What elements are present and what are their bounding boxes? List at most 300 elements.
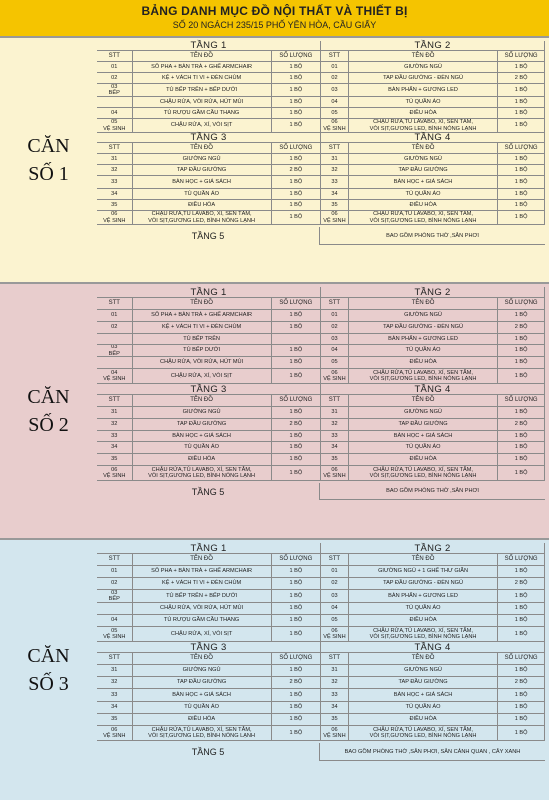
floor-title-row	[97, 287, 545, 298]
column-header-stt: STT	[97, 395, 133, 407]
table-row-half	[97, 466, 321, 481]
column-header-qty: SỐ LƯỢNG	[272, 554, 321, 566]
row-stt: 35	[321, 454, 349, 466]
row-quantity: 1 BỘ	[272, 578, 321, 590]
floor-title: TẦNG 1	[97, 543, 321, 554]
table-row-half	[321, 357, 545, 369]
row-quantity: 1 BỘ	[272, 615, 321, 627]
table-row	[97, 578, 545, 590]
table-row-half	[97, 689, 321, 702]
row-stt: 33	[321, 431, 349, 442]
table-row-half	[97, 334, 321, 345]
row-quantity: 1 BỘ	[498, 442, 545, 454]
floor-5-row	[97, 483, 545, 500]
column-header-qty: SỐ LƯỢNG	[272, 298, 321, 310]
column-header-row	[97, 51, 545, 62]
column-header-row	[97, 298, 545, 310]
table-row	[97, 442, 545, 454]
row-stt: 03	[321, 84, 349, 97]
row-quantity: 1 BỘ	[272, 369, 321, 384]
row-stt: 34	[321, 702, 349, 714]
table-row-half	[97, 442, 321, 454]
row-item-name: TAP ĐẦU GIƯỜNG	[133, 677, 272, 689]
apartment-section	[0, 36, 549, 282]
row-item-name: TỦ BẾP TRÊN	[133, 334, 272, 345]
column-header-item: TÊN ĐỒ	[349, 554, 498, 566]
row-stt	[97, 334, 133, 345]
column-header-stt: STT	[321, 143, 349, 154]
row-item-name: TAP ĐẦU GIƯỜNG	[133, 419, 272, 431]
page-address: SỐ 20 NGÁCH 235/15 PHỐ YÊN HÒA, CẦU GIẤY	[172, 20, 377, 30]
table-row-half	[321, 566, 545, 578]
row-quantity: 2 BỘ	[272, 165, 321, 176]
table-row-half	[97, 62, 321, 73]
table-row	[97, 176, 545, 189]
row-item-name: TAP ĐẦU GIƯỜNG	[133, 165, 272, 176]
row-quantity: 1 BỘ	[498, 603, 545, 615]
row-quantity: 1 BỘ	[498, 200, 545, 211]
table-row-half	[321, 677, 545, 689]
row-item-name: CHẬU RỬA,TỦ LAVABO, XÍ, SEN TẮM, VÒI SỊT,GƯƠNG LED, BÌNH NÓNG LẠNH	[349, 466, 498, 481]
row-stt: 31	[321, 154, 349, 165]
table-row	[97, 62, 545, 73]
table-row-half	[321, 578, 545, 590]
table-row-half	[321, 454, 545, 466]
column-header-stt: STT	[97, 298, 133, 310]
table-row-half	[97, 578, 321, 590]
column-header-stt: STT	[97, 51, 133, 62]
table-row	[97, 466, 545, 481]
row-quantity: 1 BỘ	[498, 590, 545, 603]
table-row-half	[321, 165, 545, 176]
row-quantity: 1 BỘ	[498, 726, 545, 741]
table-row	[97, 615, 545, 627]
column-header-stt: STT	[97, 554, 133, 566]
row-item-name: ĐIỀU HÒA	[133, 454, 272, 466]
row-stt: 04	[321, 97, 349, 108]
row-item-name: BÀN HỌC + GIÁ SÁCH	[349, 689, 498, 702]
row-item-name: BÀN PHẤN + GƯƠNG LED	[349, 590, 498, 603]
apartment-tables	[97, 38, 549, 282]
table-row	[97, 108, 545, 119]
floor-5-note: BAO GỒM PHÒNG THỜ ,SÂN PHƠI	[320, 483, 545, 500]
column-header-row	[97, 554, 545, 566]
row-quantity: 1 BỘ	[272, 566, 321, 578]
table-row-half	[321, 603, 545, 615]
table-row-half	[321, 334, 545, 345]
row-item-name: TỦ QUẦN ÁO	[133, 189, 272, 200]
column-header-item: TÊN ĐỒ	[349, 653, 498, 665]
table-row-half	[97, 176, 321, 189]
table-row	[97, 407, 545, 419]
table-row-half	[321, 665, 545, 677]
column-header-qty: SỐ LƯỢNG	[498, 395, 545, 407]
row-stt: 04	[321, 345, 349, 357]
table-row-half	[97, 154, 321, 165]
row-item-name: CHẬU RỬA,TỦ LAVABO, XÍ, SEN TẮM, VÒI SỊT,GƯƠNG LED, BÌNH NÓNG LẠNH	[349, 211, 498, 225]
row-stt: 34	[97, 442, 133, 454]
table-row	[97, 431, 545, 442]
row-quantity: 1 BỘ	[498, 702, 545, 714]
floor-5-note: BAO GỒM PHÒNG THỜ ,SÂN PHƠI, SÂN CẢNH QUAN , CÂY XANH	[320, 743, 545, 761]
column-headers	[321, 298, 545, 310]
table-row-half	[97, 407, 321, 419]
row-quantity: 1 BỘ	[498, 566, 545, 578]
row-stt: 03	[321, 334, 349, 345]
table-row-half	[321, 97, 545, 108]
row-stt: 06 VỆ SINH	[321, 726, 349, 741]
floor-half	[97, 133, 321, 143]
column-header-qty: SỐ LƯỢNG	[272, 143, 321, 154]
column-header-item: TÊN ĐỒ	[133, 51, 272, 62]
row-item-name: GIƯỜNG NGỦ	[349, 154, 498, 165]
row-stt: 34	[321, 189, 349, 200]
row-item-name: KỆ + VÁCH TI VI + ĐÈN CHÙM	[133, 322, 272, 334]
row-stt	[97, 357, 133, 369]
floor-title-row	[97, 133, 545, 143]
row-quantity: 1 BỘ	[272, 714, 321, 726]
row-stt	[97, 603, 133, 615]
row-item-name: CHẬU RỬA,TỦ LAVABO, XÍ, SEN TẮM, VÒI SỊT,GƯƠNG LED, BÌNH NÓNG LẠNH	[133, 726, 272, 741]
column-header-qty: SỐ LƯỢNG	[498, 298, 545, 310]
floor-title: TẦNG 1	[97, 41, 321, 51]
table-row	[97, 154, 545, 165]
column-header-item: TÊN ĐỒ	[349, 51, 498, 62]
table-row-half	[97, 726, 321, 741]
row-stt: 32	[97, 419, 133, 431]
column-header-item: TÊN ĐỒ	[133, 554, 272, 566]
table-row	[97, 310, 545, 322]
row-item-name: TAP ĐẦU GIƯỜNG - ĐÈN NGỦ	[349, 322, 498, 334]
row-stt: 35	[97, 200, 133, 211]
floor-5-row	[97, 743, 545, 761]
row-stt: 31	[321, 407, 349, 419]
row-quantity: 1 BỘ	[272, 454, 321, 466]
row-quantity: 1 BỘ	[498, 466, 545, 481]
column-header-item: TÊN ĐỒ	[349, 395, 498, 407]
row-item-name: TAP ĐẦU GIƯỜNG - ĐÈN NGỦ	[349, 578, 498, 590]
row-item-name: ĐIỀU HÒA	[349, 200, 498, 211]
floor-title-row	[97, 384, 545, 395]
table-row	[97, 345, 545, 357]
row-quantity: 1 BỘ	[498, 119, 545, 133]
row-stt: 06 VỆ SINH	[97, 726, 133, 741]
row-quantity: 1 BỘ	[498, 714, 545, 726]
row-stt: 01	[321, 566, 349, 578]
table-row-half	[97, 454, 321, 466]
table-row	[97, 369, 545, 384]
row-stt: 33	[97, 431, 133, 442]
row-stt: 04	[97, 615, 133, 627]
floor-5-title: TẦNG 5	[97, 483, 320, 500]
table-row	[97, 603, 545, 615]
row-quantity: 1 BỘ	[498, 97, 545, 108]
table-row-half	[97, 165, 321, 176]
row-quantity: 1 BỘ	[498, 689, 545, 702]
row-stt: 02	[321, 578, 349, 590]
floor-half	[321, 543, 545, 554]
row-quantity: 1 BỘ	[498, 84, 545, 97]
row-stt: 35	[97, 714, 133, 726]
row-stt: 31	[97, 665, 133, 677]
row-quantity: 1 BỘ	[272, 357, 321, 369]
column-header-qty: SỐ LƯỢNG	[498, 554, 545, 566]
row-item-name: TỦ BẾP TRÊN + BẾP DƯỚI	[133, 590, 272, 603]
table-row	[97, 119, 545, 133]
row-item-name: GIƯỜNG NGỦ + 1 GHẾ THƯ GIÃN	[349, 566, 498, 578]
column-header-qty: SỐ LƯỢNG	[498, 143, 545, 154]
floor-5-note: BAO GỒM PHÒNG THỜ ,SÂN PHƠI	[320, 227, 545, 245]
row-item-name: TỦ QUẦN ÁO	[349, 345, 498, 357]
table-row-half	[321, 73, 545, 84]
row-stt: 35	[321, 200, 349, 211]
table-row	[97, 189, 545, 200]
floor-title: TẦNG 3	[97, 642, 321, 653]
row-quantity: 2 BỘ	[498, 677, 545, 689]
column-header-item: TÊN ĐỒ	[133, 143, 272, 154]
row-item-name: ĐIỀU HÒA	[133, 714, 272, 726]
table-row	[97, 84, 545, 97]
floor-5-title: TẦNG 5	[97, 227, 320, 245]
row-quantity: 1 BỘ	[498, 615, 545, 627]
table-row-half	[97, 627, 321, 642]
row-item-name: CHẬU RỬA,TỦ LAVABO, XÍ, SEN TẮM, VÒI SỊT,GƯƠNG LED, BÌNH NÓNG LẠNH	[349, 369, 498, 384]
apartment-label	[0, 540, 97, 800]
row-item-name: CHẬU RỬA, XÍ, VÒI SỊT	[133, 369, 272, 384]
row-stt: 06 VỆ SINH	[321, 369, 349, 384]
table-row-half	[321, 615, 545, 627]
row-quantity: 2 BỘ	[272, 677, 321, 689]
table-row	[97, 665, 545, 677]
row-quantity: 1 BỘ	[272, 322, 321, 334]
row-stt: 02	[97, 578, 133, 590]
row-quantity: 1 BỘ	[272, 154, 321, 165]
table-row-half	[97, 108, 321, 119]
table-row	[97, 726, 545, 741]
row-quantity: 2 BỘ	[498, 419, 545, 431]
row-stt: 03 BẾP	[97, 84, 133, 97]
row-stt: 04	[321, 603, 349, 615]
table-row	[97, 419, 545, 431]
row-quantity: 1 BỘ	[498, 627, 545, 642]
row-stt	[97, 97, 133, 108]
table-row	[97, 590, 545, 603]
table-row-half	[321, 211, 545, 225]
row-quantity: 1 BỘ	[272, 119, 321, 133]
row-stt: 31	[97, 407, 133, 419]
column-headers	[97, 298, 321, 310]
floor-title: TẦNG 2	[321, 41, 545, 51]
row-item-name: TỦ QUẦN ÁO	[349, 702, 498, 714]
floor-title: TẦNG 3	[97, 384, 321, 395]
row-item-name: BÀN HỌC + GIÁ SÁCH	[133, 176, 272, 189]
row-stt: 03	[321, 590, 349, 603]
row-item-name: TỦ QUẦN ÁO	[349, 442, 498, 454]
row-item-name: GIƯỜNG NGỦ	[133, 665, 272, 677]
row-item-name: CHẬU RỬA,TỦ LAVABO, XÍ, SEN TẮM, VÒI SỊT,GƯƠNG LED, BÌNH NÓNG LẠNH	[133, 211, 272, 225]
table-row	[97, 677, 545, 689]
row-item-name: TAP ĐẦU GIƯỜNG	[349, 419, 498, 431]
row-item-name: SÔ PHA + BÀN TRÀ + GHẾ ARMCHAIR	[133, 310, 272, 322]
page-title: BẢNG DANH MỤC ĐỒ NỘI THẤT VÀ THIẾT BỊ	[141, 4, 408, 18]
row-item-name: GIƯỜNG NGỦ	[349, 665, 498, 677]
floor-title: TẦNG 4	[321, 133, 545, 143]
column-headers	[97, 51, 321, 62]
row-stt: 32	[321, 419, 349, 431]
row-stt: 05	[321, 615, 349, 627]
row-quantity: 1 BỘ	[272, 442, 321, 454]
table-row-half	[321, 345, 545, 357]
column-header-item: TÊN ĐỒ	[133, 653, 272, 665]
row-item-name: TỦ QUẦN ÁO	[349, 603, 498, 615]
table-row	[97, 97, 545, 108]
row-item-name: CHẬU RỬA,TỦ LAVABO, XÍ, SEN TẮM, VÒI SỊT,GƯƠNG LED, BÌNH NÓNG LẠNH	[349, 119, 498, 133]
row-item-name: KỆ + VÁCH TI VI + ĐÈN CHÙM	[133, 73, 272, 84]
column-header-stt: STT	[97, 653, 133, 665]
row-item-name: GIƯỜNG NGỦ	[133, 407, 272, 419]
row-quantity	[272, 334, 321, 345]
table-row	[97, 627, 545, 642]
apartment-tables	[97, 540, 549, 800]
floor-half	[97, 287, 321, 298]
row-item-name: CHẬU RỬA,TỦ LAVABO, XÍ, SEN TẮM, VÒI SỊT,GƯƠNG LED, BÌNH NÓNG LẠNH	[349, 627, 498, 642]
table-row-half	[97, 73, 321, 84]
floor-title: TẦNG 2	[321, 287, 545, 298]
column-headers	[321, 51, 545, 62]
row-item-name: TỦ QUẦN ÁO	[349, 189, 498, 200]
table-row-half	[321, 689, 545, 702]
table-row-half	[321, 590, 545, 603]
row-item-name: KỆ + VÁCH TI VI + ĐÈN CHÙM	[133, 578, 272, 590]
row-stt: 03 BẾP	[97, 345, 133, 357]
row-item-name: GIƯỜNG NGỦ	[349, 62, 498, 73]
row-quantity: 1 BỘ	[498, 165, 545, 176]
table-row	[97, 357, 545, 369]
row-quantity: 1 BỘ	[272, 627, 321, 642]
row-item-name: GIƯỜNG NGỦ	[349, 407, 498, 419]
row-quantity: 1 BỘ	[498, 176, 545, 189]
column-header-qty: SỐ LƯỢNG	[272, 395, 321, 407]
table-row-half	[321, 108, 545, 119]
row-quantity: 1 BỘ	[498, 62, 545, 73]
table-row	[97, 165, 545, 176]
table-row-half	[321, 200, 545, 211]
table-row	[97, 73, 545, 84]
row-quantity: 1 BỘ	[498, 407, 545, 419]
row-stt: 33	[97, 176, 133, 189]
table-row-half	[97, 590, 321, 603]
table-row-half	[321, 714, 545, 726]
row-stt: 32	[321, 677, 349, 689]
table-row-half	[321, 189, 545, 200]
row-stt: 01	[321, 310, 349, 322]
apartment-label-text: CĂN SỐ 2	[27, 386, 70, 436]
table-row-half	[321, 419, 545, 431]
page-header	[0, 0, 549, 36]
row-quantity: 1 BỘ	[272, 189, 321, 200]
row-item-name: CHẬU RỬA,TỦ LAVABO, XÍ, SEN TẮM, VÒI SỊT,GƯƠNG LED, BÌNH NÓNG LẠNH	[349, 726, 498, 741]
table-row-half	[321, 466, 545, 481]
column-headers	[97, 554, 321, 566]
row-quantity: 1 BỘ	[272, 689, 321, 702]
row-item-name: ĐIỀU HÒA	[349, 108, 498, 119]
row-quantity: 1 BỘ	[272, 466, 321, 481]
column-header-stt: STT	[321, 554, 349, 566]
apartment-label	[0, 38, 97, 282]
row-item-name: TỦ BẾP TRÊN + BẾP DƯỚI	[133, 84, 272, 97]
floor-title-row	[97, 543, 545, 554]
row-quantity: 1 BỘ	[498, 665, 545, 677]
table-row-half	[97, 322, 321, 334]
row-item-name: CHẬU RỬA, XÍ, VÒI SỊT	[133, 119, 272, 133]
row-stt: 02	[97, 73, 133, 84]
table-row-half	[97, 211, 321, 225]
column-header-row	[97, 395, 545, 407]
table-row	[97, 566, 545, 578]
row-stt: 32	[321, 165, 349, 176]
column-header-item: TÊN ĐỒ	[133, 395, 272, 407]
column-headers	[321, 143, 545, 154]
row-quantity: 1 BỘ	[272, 108, 321, 119]
row-stt: 06 VỆ SINH	[97, 211, 133, 225]
row-stt: 01	[97, 62, 133, 73]
row-stt: 32	[97, 677, 133, 689]
floor-title: TẦNG 3	[97, 133, 321, 143]
row-item-name: CHẬU RỬA,TỦ LAVABO, XÍ, SEN TẮM, VÒI SỊT,GƯƠNG LED, BÌNH NÓNG LẠNH	[133, 466, 272, 481]
row-quantity: 1 BỘ	[498, 431, 545, 442]
table-row	[97, 702, 545, 714]
row-stt: 06 VỆ SINH	[321, 627, 349, 642]
row-item-name: ĐIỀU HÒA	[349, 357, 498, 369]
table-row-half	[97, 119, 321, 133]
row-stt: 06 VỆ SINH	[97, 466, 133, 481]
floor-title-row	[97, 41, 545, 51]
row-item-name: GIƯỜNG NGỦ	[133, 154, 272, 165]
column-headers	[321, 653, 545, 665]
table-row-half	[321, 176, 545, 189]
floor-half	[97, 543, 321, 554]
column-header-qty: SỐ LƯỢNG	[498, 653, 545, 665]
row-item-name: CHẬU RỬA, VÒI RỬA, HÚT MÙI	[133, 97, 272, 108]
column-header-row	[97, 143, 545, 154]
floor-half	[321, 384, 545, 395]
row-quantity: 1 BỘ	[272, 176, 321, 189]
column-header-item: TÊN ĐỒ	[133, 298, 272, 310]
row-quantity: 1 BỘ	[272, 200, 321, 211]
table-row-half	[97, 357, 321, 369]
apartment-section	[0, 282, 549, 538]
row-stt: 34	[97, 189, 133, 200]
row-stt: 35	[97, 454, 133, 466]
row-item-name: TỦ QUẦN ÁO	[133, 702, 272, 714]
floor-half	[321, 642, 545, 653]
table-row-half	[321, 431, 545, 442]
row-item-name: BÀN HỌC + GIÁ SÁCH	[349, 176, 498, 189]
row-quantity: 1 BỘ	[498, 369, 545, 384]
column-header-qty: SỐ LƯỢNG	[272, 51, 321, 62]
row-quantity: 1 BỘ	[498, 345, 545, 357]
row-quantity: 1 BỘ	[272, 345, 321, 357]
row-item-name: ĐIỀU HÒA	[133, 200, 272, 211]
table-row-half	[97, 702, 321, 714]
table-row-half	[321, 62, 545, 73]
floor-title: TẦNG 2	[321, 543, 545, 554]
row-item-name: TỦ BẾP DƯỚI	[133, 345, 272, 357]
column-headers	[97, 143, 321, 154]
table-row-half	[97, 369, 321, 384]
row-stt: 31	[321, 665, 349, 677]
table-row-half	[321, 369, 545, 384]
